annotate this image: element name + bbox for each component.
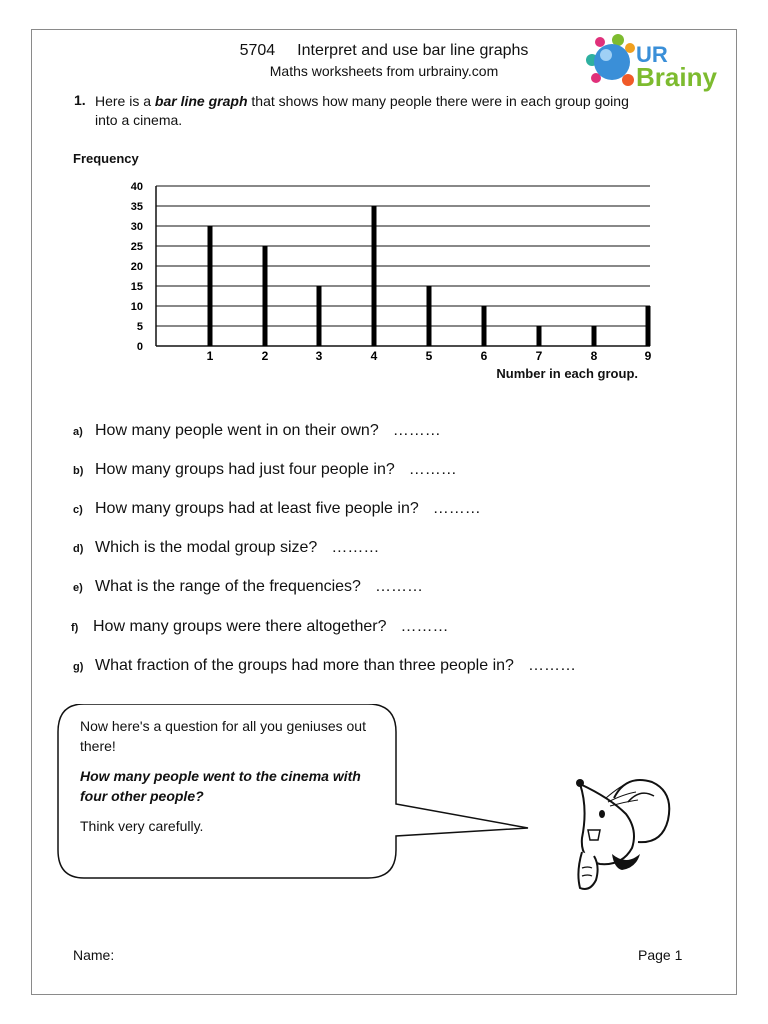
intro-emphasis: bar line graph — [154, 93, 248, 109]
question-intro — [95, 92, 635, 130]
bubble-hint: Think very carefully. — [80, 818, 204, 834]
intro-before: Here is a — [95, 93, 155, 109]
chart-x-axis-label: Number in each group. — [496, 366, 638, 381]
chart-y-tick-label: 25 — [130, 241, 143, 253]
chart-bar — [427, 286, 432, 346]
bubble-question: How many people went to the cinema with four other people? — [80, 768, 361, 804]
bar-line-graph — [0, 140, 768, 390]
answer-blank: ……… — [374, 578, 423, 595]
chart-bars — [208, 206, 651, 346]
question-item — [73, 657, 576, 675]
chart-x-ticks — [207, 349, 652, 363]
answer-blank: ……… — [400, 618, 449, 635]
question-letter: e) — [73, 582, 83, 594]
question-letter: f) — [71, 622, 79, 634]
worksheet-subtitle: Maths worksheets from urbrainy.com — [269, 63, 499, 79]
chart-x-tick-label: 4 — [370, 349, 378, 363]
chart-y-axis-label: Frequency — [73, 151, 139, 166]
answer-blank: ……… — [331, 539, 380, 556]
chart-bar — [537, 326, 542, 346]
answer-blank: ……… — [408, 461, 457, 478]
chart-gridlines — [156, 186, 650, 346]
page-number: Page 1 — [638, 947, 683, 963]
question-item — [73, 422, 441, 440]
chart-bar — [208, 226, 213, 346]
question-text: What fraction of the groups had more than three people in? — [95, 657, 514, 674]
chart-y-ticks — [131, 181, 143, 353]
question-item — [71, 618, 449, 636]
question-letter: b) — [73, 465, 84, 477]
question-text: What is the range of the frequencies? — [95, 578, 361, 595]
chart-y-tick-label: 35 — [130, 201, 143, 213]
question-letter: g) — [73, 661, 84, 673]
chart-bar — [372, 206, 377, 346]
chart-y-tick-label: 30 — [130, 221, 143, 233]
chart-x-tick-label: 9 — [644, 349, 652, 363]
chart-x-tick-label: 5 — [425, 349, 433, 363]
chart-x-tick-label: 1 — [206, 349, 214, 363]
question-item — [73, 500, 481, 518]
question-text: How many groups had just four people in? — [95, 461, 395, 478]
urbrainy-logo — [584, 34, 734, 94]
chart-x-tick-label: 3 — [315, 349, 323, 363]
question-item — [73, 578, 423, 596]
bubble-intro: Now here's a question for all you geniuses out there! — [80, 718, 366, 754]
chart-y-tick-label: 0 — [136, 341, 143, 353]
chart-bar — [592, 326, 597, 346]
question-letter: a) — [73, 426, 83, 438]
chart-y-tick-label: 5 — [136, 321, 143, 333]
chart-y-tick-label: 40 — [130, 181, 143, 193]
answer-blank: ……… — [527, 657, 576, 674]
name-label: Name: — [73, 947, 115, 963]
question-text: How many people went in on their own? — [95, 422, 379, 439]
chart-bar — [482, 306, 487, 346]
question-item — [73, 461, 457, 479]
question-letter: c) — [73, 504, 83, 516]
question-text: How many groups had at least five people in? — [95, 500, 419, 517]
chart-y-tick-label: 15 — [130, 281, 143, 293]
worksheet-number: 5704 — [239, 42, 276, 59]
chart-x-tick-label: 2 — [261, 349, 269, 363]
question-text: Which is the modal group size? — [95, 539, 318, 556]
chart-bar — [646, 306, 651, 346]
chart-bar — [317, 286, 322, 346]
answer-blank: ……… — [432, 500, 481, 517]
chart-y-tick-label: 20 — [130, 261, 143, 273]
answer-blank: ……… — [392, 422, 441, 439]
question-number: 1. — [74, 92, 86, 108]
chart-x-tick-label: 8 — [590, 349, 598, 363]
chart-x-tick-label: 7 — [535, 349, 543, 363]
chart-y-tick-label: 10 — [130, 301, 143, 313]
chart-x-tick-label: 6 — [480, 349, 488, 363]
intro-after: that shows how many people there were in each group going into a cinema. — [95, 93, 629, 128]
speech-bubble-text — [80, 716, 380, 846]
logo-text-top: UR — [636, 42, 668, 67]
question-letter: d) — [73, 543, 84, 555]
worksheet-title-text: Interpret and use bar line graphs — [297, 42, 529, 59]
chart-bar — [263, 246, 268, 346]
mouse-character-icon — [566, 768, 676, 898]
question-item — [73, 539, 379, 557]
question-text: How many groups were there altogether? — [93, 618, 387, 635]
logo-text-bottom: Brainy — [636, 62, 717, 92]
